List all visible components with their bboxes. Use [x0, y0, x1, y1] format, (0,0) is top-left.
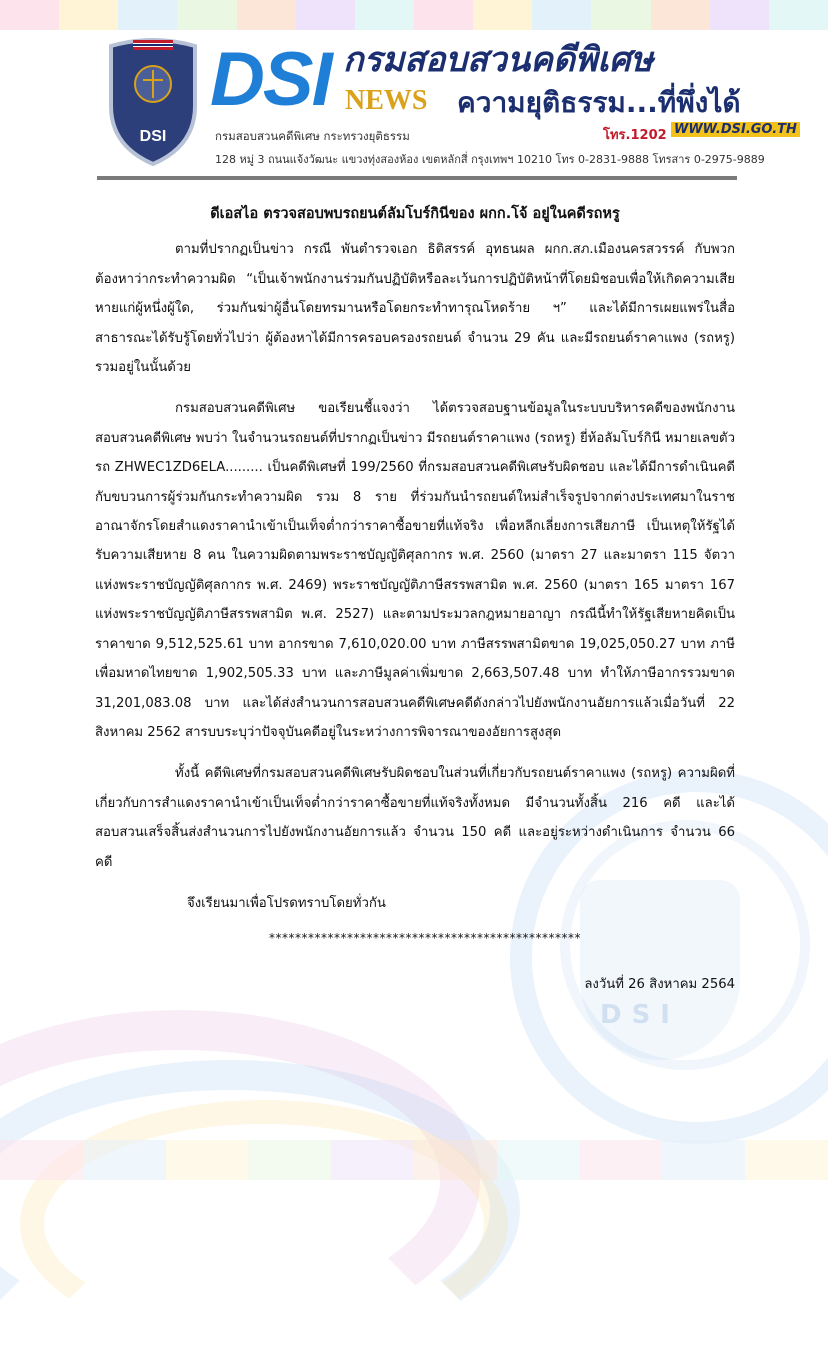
letterhead [95, 30, 797, 182]
slogan: ความยุติธรรม...ที่พึ่งได้ [457, 86, 741, 119]
paragraph-2: กรมสอบสวนคดีพิเศษ ขอเรียนชี้แจงว่า ได้ตรวจสอบฐานข้อมูลในระบบบริหารคดีของพนักงานสอบสวนคดีพิเศษ พบว่า ในจำนวนรถยนต์ที่ปรากฏเป็นข่าว มีรถยนต์ราคาแพง (รถหรู) ยี่ห้อลัมโบร์กินี หมายเลขตัวรถ ZHWEC1ZD6ELA......... เป็นคดีพิเศษที่ 199/2560 ที่กรมสอบสวนคดีพิเศษรับผิดชอบ และได้มีการดำเนินคดีกับขบวนการผู้ร่วมกันกระทำความผิด รวม 8 ราย ที่ร่วมกันนำรถยนต์ใหม่สำเร็จรูปจากต่างประเทศมาในราชอาณาจักรโดยสำแดงราคานำเข้าเป็นเท็จต่ำกว่าราคาซื้อขายที่แท้จริง เพื่อหลีกเลี่ยงการเสียภาษี เป็นเหตุให้รัฐได้รับความเสียหาย 8 คน ในความผิดตามพระราชบัญญัติศุลกากร พ.ศ. 2560 (มาตรา 27 และมาตรา 115 จัตวา แห่งพระราชบัญญัติศุลกากร พ.ศ. 2469) พระราชบัญญัติภาษีสรรพสามิต พ.ศ. 2560 (มาตรา 165 มาตรา 167 แห่งพระราชบัญญัติภาษีสรรพสามิต พ.ศ. 2527) และตามประมวลกฎหมายอาญา กรณีนี้ทำให้รัฐเสียหายคิดเป็นราคาขาด 9,512,525.61 บาท อากรขาด 7,610,020.00 บาท ภาษีสรรพสามิตขาด 19,025,050.27 บาท ภาษีเพื่อมหาดไทยขาด 1,902,505.33 บาท และภาษีมูลค่าเพิ่มขาด 2,663,507.48 บาท ทำให้ภาษีอากรรวมขาด 31,201,083.08 บาท และได้ส่งสำนวนการสอบสวนคดีพิเศษคดีดังกล่าวไปยังพนักงานอัยการแล้วเมื่อวันที่ 22 สิงหาคม 2562 สารบบระบุว่าปัจจุบันคดีอยู่ในระหว่างการพิจารณาของอัยการสูงสุด [95, 401, 735, 740]
decorative-arc [0, 1010, 480, 1350]
address-line-2: 128 หมู่ 3 ถนนแจ้งวัฒนะ แขวงทุ่งสองห้อง เขตหลักสี่ กรุงเทพฯ 10210 โทร 0-2831-9888 โทรสาร 0-2975-9889 [215, 153, 765, 166]
website-link[interactable]: WWW.DSI.GO.TH [671, 122, 800, 137]
watermark-text: DSI [600, 1000, 680, 1030]
header-divider [97, 176, 737, 180]
decorative-arc [0, 1060, 520, 1360]
svg-text:DSI: DSI [139, 128, 167, 145]
hotline: โทร.1202 [603, 128, 667, 143]
press-release-body [95, 200, 735, 1000]
decorative-arc [20, 1100, 508, 1348]
brand-dsi: DSI [210, 37, 331, 122]
closing-statement: จึงเรียนมาเพื่อโปรดทราบโดยทั่วกัน [187, 895, 386, 911]
bottom-color-band [0, 1140, 828, 1180]
dsi-shield-logo [103, 36, 203, 168]
news-label: NEWS [345, 85, 428, 116]
address-line-1: กรมสอบสวนคดีพิเศษ กระทรวงยุติธรรม [215, 129, 410, 143]
paragraph-1: ตามที่ปรากฏเป็นข่าว กรณี พันตำรวจเอก ธิติสรรค์ อุทธนผล ผกก.สภ.เมืองนครสวรรค์ กับพวก ต้องหาว่ากระทำความผิด “เป็นเจ้าพนักงานร่วมกันปฏิบัติหรือละเว้นการปฏิบัติหน้าที่โดยมิชอบเพื่อให้เกิดความเสียหายแก่ผู้หนึ่งผู้ใด, ร่วมกันฆ่าผู้อื่นโดยทรมานหรือโดยกระทำทารุณโหดร้าย ฯ” และได้มีการเผยแพร่ในสื่อสาธารณะได้รับรู้โดยทั่วไปว่า ผู้ต้องหาได้มีการครอบครองรถยนต์ จำนวน 29 คัน และมีรถยนต์ราคาแพง (รถหรู) รวมอยู่ในนั้นด้วย [95, 242, 735, 376]
separator-stars: ************************************************ [269, 931, 581, 946]
paragraph-3: ทั้งนี้ คดีพิเศษที่กรมสอบสวนคดีพิเศษรับผิดชอบในส่วนที่เกี่ยวกับรถยนต์ราคาแพง (รถหรู) ความผิดที่เกี่ยวกับการสำแดงราคานำเข้าเป็นเท็จต่ำกว่าราคาซื้อขายที่แท้จริงทั้งหมด มีจำนวนทั้งสิ้น 216 คดี และได้สอบสวนเสร็จสิ้นส่งสำนวนการไปยังพนักงานอัยการแล้ว จำนวน 150 คดี และอยู่ระหว่างดำเนินการ จำนวน 66 คดี [95, 766, 735, 870]
organization-name: กรมสอบสวนคดีพิเศษ [343, 40, 653, 80]
issue-date: ลงวันที่ 26 สิงหาคม 2564 [584, 977, 735, 993]
press-release-title: ดีเอสไอ ตรวจสอบพบรถยนต์ลัมโบร์กินีของ ผกก.โจ้ อยู่ในคดีรถหรู [210, 206, 620, 222]
top-color-band [0, 0, 828, 30]
